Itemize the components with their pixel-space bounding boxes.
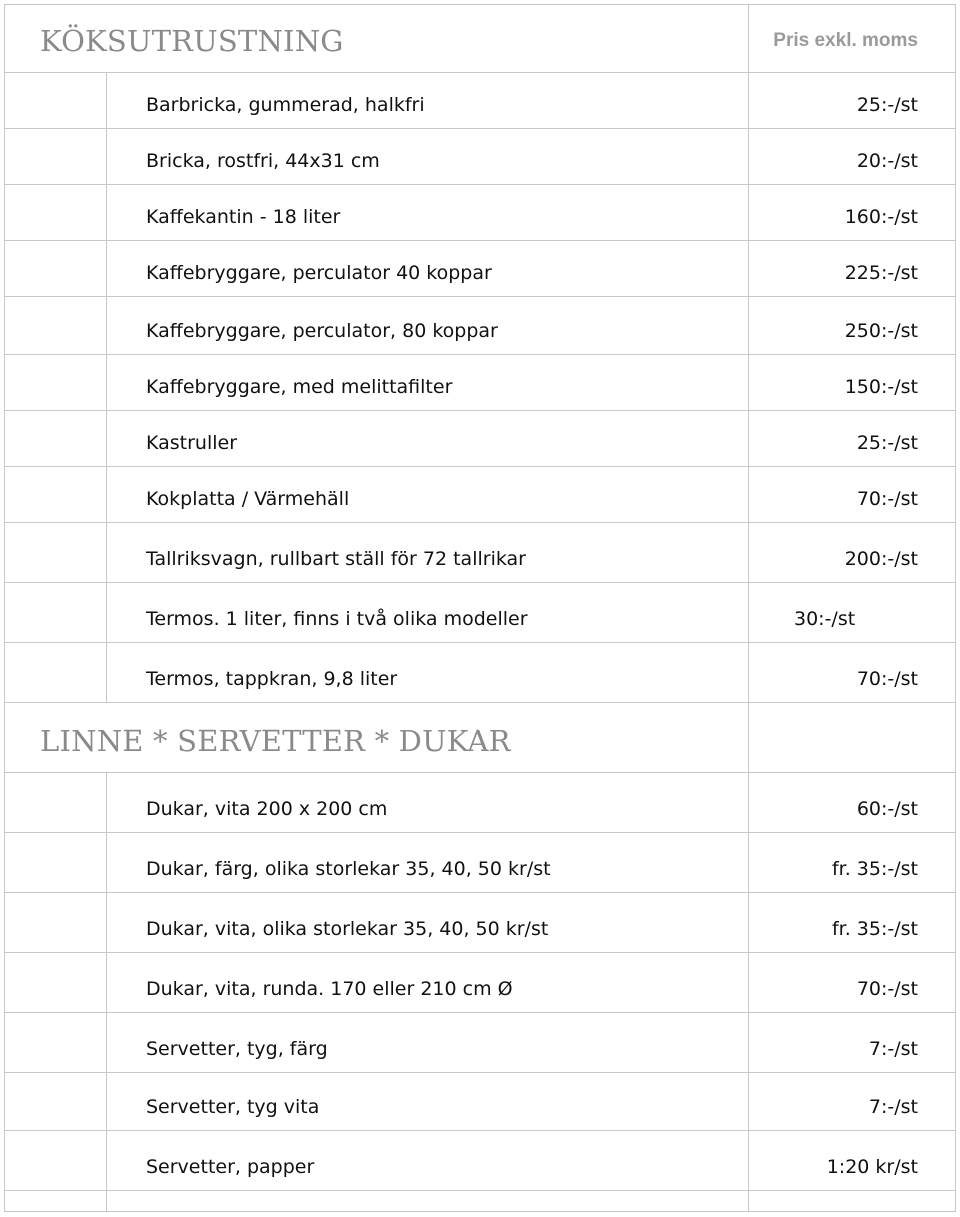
table-row — [4, 240, 956, 296]
table-row — [4, 72, 956, 128]
table-row — [4, 184, 956, 240]
table-row — [4, 466, 956, 522]
section-header-linen — [4, 702, 956, 772]
item-name: Kaffebryggare, med melittafilter — [146, 376, 453, 398]
table-row — [4, 1130, 956, 1190]
table-row — [4, 296, 956, 354]
table-row — [4, 410, 956, 466]
item-name: Kaffekantin - 18 liter — [146, 206, 341, 228]
table-row — [4, 892, 956, 952]
item-name: Tallriksvagn, rullbart ställ för 72 tallrikar — [146, 548, 526, 570]
item-price: 30:-/st — [794, 608, 856, 630]
table-row — [4, 582, 956, 642]
item-price: 25:-/st — [856, 432, 918, 454]
item-name: Kokplatta / Värmehäll — [146, 488, 350, 510]
item-price: 1:20 kr/st — [826, 1156, 918, 1178]
item-price: fr. 35:-/st — [831, 858, 918, 880]
item-price: 20:-/st — [856, 150, 918, 172]
item-name: Bricka, rostfri, 44x31 cm — [146, 150, 380, 172]
section-title: KÖKSUTRUSTNING — [40, 24, 344, 58]
item-name: Dukar, färg, olika storlekar 35, 40, 50 kr/st — [146, 858, 551, 880]
table-row — [4, 642, 956, 702]
item-price: 70:-/st — [856, 978, 918, 1000]
item-name: Dukar, vita, olika storlekar 35, 40, 50 kr/st — [146, 918, 549, 940]
item-name: Dukar, vita 200 x 200 cm — [146, 798, 388, 820]
table-row — [4, 952, 956, 1012]
item-name: Servetter, tyg, färg — [146, 1038, 328, 1060]
item-price: fr. 35:-/st — [831, 918, 918, 940]
item-price: 70:-/st — [856, 668, 918, 690]
table-row — [4, 832, 956, 892]
item-price: 70:-/st — [856, 488, 918, 510]
item-price: 150:-/st — [844, 376, 918, 398]
item-name: Kaffebryggare, perculator, 80 koppar — [146, 320, 498, 342]
item-name: Barbricka, gummerad, halkfri — [146, 94, 425, 116]
item-price: 7:-/st — [868, 1096, 918, 1118]
item-name: Kaffebryggare, perculator 40 koppar — [146, 262, 492, 284]
item-name: Termos, tappkran, 9,8 liter — [146, 668, 398, 690]
item-price: 25:-/st — [856, 94, 918, 116]
item-price: 200:-/st — [844, 548, 918, 570]
item-price: 160:-/st — [844, 206, 918, 228]
item-price: 225:-/st — [844, 262, 918, 284]
item-name: Termos. 1 liter, finns i två olika modeller — [146, 608, 528, 630]
table-row — [4, 128, 956, 184]
price-note: Pris exkl. moms — [773, 30, 918, 51]
item-name: Dukar, vita, runda. 170 eller 210 cm Ø — [146, 978, 513, 1000]
table-row-empty — [4, 1190, 956, 1212]
item-name: Servetter, tyg vita — [146, 1096, 320, 1118]
item-price: 250:-/st — [844, 320, 918, 342]
table-row — [4, 522, 956, 582]
table-row — [4, 1012, 956, 1072]
section-title: LINNE * SERVETTER * DUKAR — [40, 724, 511, 758]
item-price: 60:-/st — [856, 798, 918, 820]
item-name: Servetter, papper — [146, 1156, 315, 1178]
item-name: Kastruller — [146, 432, 238, 454]
table-row — [4, 354, 956, 410]
item-price: 7:-/st — [868, 1038, 918, 1060]
table-row — [4, 1072, 956, 1130]
section-header-kitchen — [4, 4, 956, 72]
table-row — [4, 772, 956, 832]
